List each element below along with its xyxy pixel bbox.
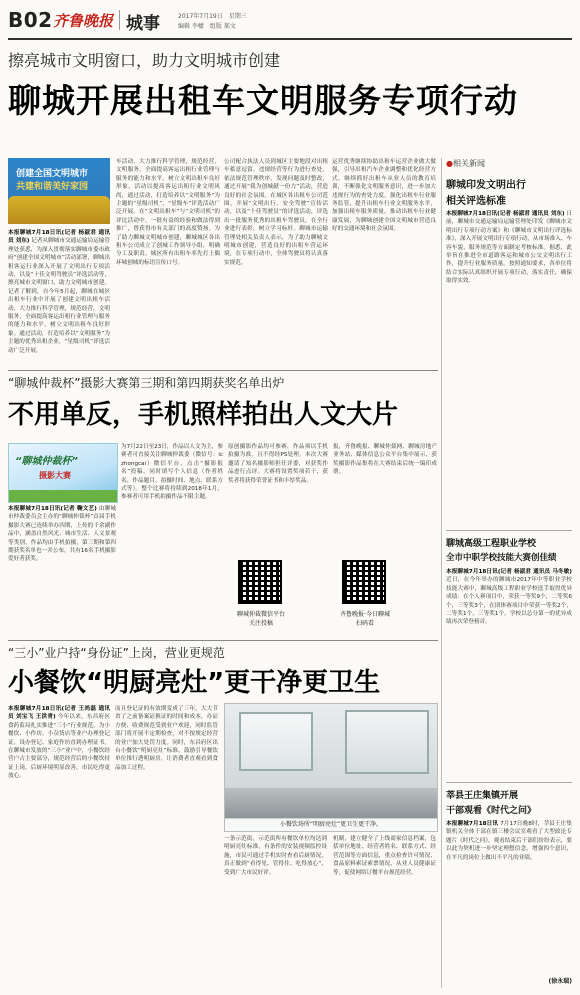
sidebar-story1-body: [446, 210, 572, 526]
sidebar-story1-text: 日前，聊城市交通运输局运输管理处印发《聊城市文明出行专项行动方案》和《聊城市文明出行评选标准》，深入开展文明出行专项行动，从市场准入、车容车貌、服务规范等方面制定考核标准。据悉，此举旨在推进全市道路客运和城市公交文明出行工作，提升行业服务质量。按照通知要求，各单位将结合实际认真组织开展专项行动，落实责任，确保取得实效。: [446, 211, 572, 285]
sidebar-story3-title2: 干部观看《时代之问》: [446, 806, 537, 816]
story3-headline: 小餐饮“明厨亮灶”更干净更卫生: [8, 668, 381, 698]
kitchen-window-2: [345, 710, 429, 774]
sidebar-story2-title1: 聊城高级工程职业学校: [446, 539, 537, 549]
story3-col1-text: 今年以来，东昌府区食药监局扎实推进“三小”行业规范，为小餐饮、小作坊、小杂货店等业户办理登记证，设办登记、家庭作坊直到办理证书，在聊城市发放的“三小”业户中，小餐饮经营户占主要部分，规范经营后的小餐饮持证上岗，后厨环境明显改善，市民吃得更放心。: [8, 714, 110, 780]
kitchen-counter: [225, 788, 437, 818]
qr1-caption-1: 聊城仲裁微信平台: [236, 611, 285, 618]
story2-headline: 不用单反，手机照样拍出人文大片: [8, 400, 399, 430]
story3-photo-caption: 小餐饮场所“明厨亮灶”更卫生更干净。: [225, 819, 437, 831]
kitchen-window: [239, 712, 313, 771]
story1-col3: 公司配合执法人员到城区主要地段对出租车蓄意逗留、违规经营等行为进行查处，依法规范管理秩序，发现问题及时整改，通过开展“我为创城献一份力”活动，营造良好的社会氛围。在城区各出租车公司范围，开展“文明出行、安全驾驶”宣传活动，以及“十佳驾驶员”的评选活动，评选出一批服务优秀的出租车驾驶员，在全行业进行表彰，树立学习标杆。聊城市运输管理处相关负责人表示，为了助力聊城文明城市创建，营造良好的出租车营运环境，在专项行动中，全体驾驶员将认真落实规范。: [224, 159, 328, 266]
story3-col3: 一条示范街，示范街所有餐饮单位均达到明厨亮灶标准，有条件的安装视频监控设施，市民可通过手机实时查看后厨情况，真正做到“看得见、管得住、吃得放心”，受到广大市民好评。: [224, 836, 327, 876]
story2-byline: 本报聊城7月18日讯(记者 鞠文艺): [8, 506, 97, 512]
sidebar-story2-byline: 本报聊城7月18日讯(记者 杨淑君 通讯员 马冬敏): [446, 569, 572, 575]
story1-col1-text: 记者从聊城市交通运输局运输管理处获悉，为深入贯彻落实聊城市委市政府“创建全国文明城市”活动部署，聊城出租客运行业深入开展了文明出行专项活动，以及“十佳文明驾驶员”评选活动等，擦亮城市文明窗口，助力文明城市创建。记者了解到，自今年5月起，聊城在城区出租车行业中开展了创建文明出租车活动，大力推行科学管理，规范经营，文明服务，全面提高客运出租行业管理与服务的能力和水平，树立文明出租车良好形象。通过活动，打造培养以“文明服务”为主题的优秀出租企业，“星级司机”评选活动广泛开展。: [8, 238, 110, 354]
sidebar: [446, 158, 574, 988]
qr-code-2[interactable]: [342, 560, 386, 604]
sidebar-story3-signature: (徐永瑞): [548, 978, 572, 985]
story3-col4: 机制，建立健全了上线商家信息档案，包括单位地址、经营者姓名、联系方式、经营范围等方面信息，重点检查许可情况、食品原料索证索票情况、从业人员健康证等，促使网络订餐平台规范经营。: [333, 836, 436, 876]
story2-kicker: “聊城仲裁杯”摄影大赛第三期和第四期获奖名单出炉: [8, 376, 285, 390]
section-rule-2: [8, 370, 438, 371]
related-news-label: ●相关新闻: [446, 159, 485, 168]
qr2-caption-1: 齐鲁晚报·今日聊城: [340, 611, 390, 618]
story1-photo-text-1: 创建全国文明城市: [16, 169, 89, 179]
section-rule-3: [8, 640, 438, 641]
paper-logo: 齐鲁晚报: [53, 12, 114, 30]
sidebar-story3-byline: 本报聊城7月18日讯: [446, 821, 499, 827]
sidebar-story2-title2: 全市中职学校技能大赛创佳绩: [446, 553, 557, 563]
story1-col2: 车活动，大力推行科学管理，规范经营，文明服务，全面提高客运出租行业管理与服务的能力和水平，树立文明出租车良好形象。活动以提高客运出租行业文明风尚，通过活动，打造培养以“文明服务”为主题的“星级司机”，“星级车”评选活动广泛开展。在“文明出租车”与“文明司机”的评比活动中，一批有益的经验和做法得到推广，曾获得市有关部门的高度赞扬。为了助力聊城文明城市创建，聊城城区各出租车公司成立了创城工作领导小组，明确分工及职责，城区所有出租车率先打上偶环城创城的标语宣传口号。: [116, 159, 220, 266]
section-divider: [119, 10, 120, 30]
story2-poster-title: “聊城仲裁杯”: [15, 456, 78, 467]
sidebar-divider: [441, 158, 442, 988]
sidebar-rule-2: [446, 782, 572, 783]
sidebar-story2-body: [446, 568, 572, 776]
issue-date: 2017年7月19日 星期三: [178, 13, 247, 20]
story3-photo: [224, 703, 438, 832]
sidebar-story2-text: 近日，在今年举办的聊城市2017年中等职业学校技能大赛中，聊城高级工程职业学校选手取得优异成绩：在个人赛项目中，荣获一等奖9个，二等奖6个，三等奖3个，在团体赛项目中荣获一等奖2个，二等奖1个，三等奖1个，学校以总分第一的优异成绩再次荣登榜首。: [446, 577, 572, 626]
story1-headline: 聊城开展出租车文明服务专项行动: [8, 81, 518, 120]
story3-byline: 本报聊城7月18日讯(记者 王尚磊 通讯员 刘宝飞 王洪青): [8, 706, 110, 721]
story3-col2: 而且登记证的有效期变成了三年，大大节省了之前备案证换证的时间和成本，办证方便、收费规范受到业户欢迎，同时监管部门将开展不定期检查，对不按规定经营的业户加大处罚力度。同时，东昌府区出台小餐饮“明厨亮灶”标准，鼓励引导餐饮单位推行透明厨房，让消费者直观看到食品加工过程。: [115, 706, 218, 771]
qr2-caption-2: 扫码看: [355, 620, 374, 627]
header-rule: [8, 38, 572, 40]
sidebar-story1-byline: 本报聊城7月18日讯(记者 杨淑君 通讯员 刘东): [446, 211, 565, 217]
story2-col3: 原创摄影作品均可参赛，作品须以手机拍摄为准，且不得经PS处理。本次大赛邀请了知名摄影师担任评委，对获奖作品进行点评。大赛将设置奖项若干，获奖者将获得荣誉证书和丰厚奖品。: [228, 444, 328, 484]
story1-col4: 运营优秀继续协助出租车运营企业做大做强，引导出租汽车企业调整和优化经营方式。继续抓好出租车从业人员的教育培训，不断强化文明服务意识，进一步加大违规行为的查处力度，强化出租车行业服务监管，提升出租车行业文明服务水平，加强出租车服务质量，推动出租车行业健康发展，为聊城创建全国文明城市营造良好的交通环境和社会氛围。: [332, 159, 436, 233]
editor-credits: 编辑 李檬 组版 郝文: [178, 23, 236, 30]
qr1-caption-2: 关注投稿: [248, 620, 273, 627]
sidebar-story3-title1: 莘县王庄集镇开展: [446, 791, 519, 801]
sidebar-story3-body: [446, 820, 572, 972]
sidebar-story3-text: 7月17日晚8时，莘县王庄集镇机关全体干部在镇三楼会议室观看了大型政论专题片《时代之问》，观看结束后干部们纷纷表示，要以此为契机进一步坚定理想信念，增强四个意识，在平凡的岗位上做出不平凡的业绩。: [446, 821, 572, 861]
story3-col1: [8, 705, 110, 987]
page-header: [0, 0, 580, 44]
bullet-icon: ●: [446, 159, 453, 168]
story1-photo-text-2: 共建和谐美好家园: [16, 182, 89, 192]
story1-byline: 本报聊城7月18日讯(记者 杨淑君 通讯员 刘东): [8, 230, 110, 245]
section-title: 城事: [126, 14, 160, 34]
story2-col4: 报，齐鲁晚报、聊城仲裁网、聊城房地产业务站、媒体信息公众平台集中展示，获奖摄影作品集将在大赛结束后统一编印成册。: [333, 444, 437, 476]
sidebar-story1-title2: 相关评选标准: [446, 196, 506, 207]
qr-code-1[interactable]: [238, 560, 282, 604]
sidebar-story1-title1: 聊城印发文明出行: [446, 180, 526, 191]
story1-kicker: 擦亮城市文明窗口，助力文明城市创建: [8, 51, 281, 70]
story3-kicker: “三小”业户持“身份证”上岗，营业更规范: [8, 646, 225, 660]
story2-poster-subtitle: 摄影大赛: [39, 471, 71, 480]
story1-photo: [8, 158, 110, 224]
green-grass-decoration: [9, 490, 117, 502]
story2-poster: [8, 443, 118, 503]
sidebar-rule-1: [446, 530, 572, 531]
page-number: B02: [8, 8, 53, 32]
taxi-car-illustration: [8, 196, 110, 224]
story2-col1: [8, 505, 116, 635]
story1-col1: [8, 229, 110, 365]
story2-col2: 为7月22日至23日，作品以人文为主，参赛者可直接关注聊城仲裁委（微信号：lczhongcai）微信平台，点击“摄影报名”投稿，同时填写个人信息（作者姓名、作品题目、拍摄时间、地点、联系方式等）。整个比赛将持续到2018年1月，参赛者可用手机拍摄作品不限主题。: [121, 444, 223, 501]
story2-col1-text: 由聊城市仲裁委员会主办的“聊城仲裁杯”首届手机摄影大赛已连续举办四期，上传的千余副作品中，涵盖自然风光、城市生活、人文景观等类别，作品均由手机拍摄，第三期和第四期获奖名单也一并公布，共有16名手机摄影爱好者获奖。: [8, 506, 116, 563]
